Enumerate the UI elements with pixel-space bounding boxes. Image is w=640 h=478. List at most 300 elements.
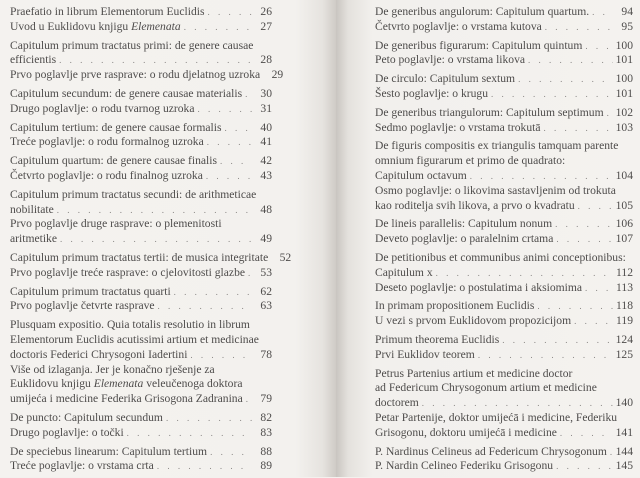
toc-entry-line [10, 318, 272, 333]
toc-entry[interactable] [10, 426, 272, 441]
toc-entry[interactable] [375, 348, 633, 363]
toc-entry[interactable] [375, 232, 633, 247]
dot-leader [553, 232, 613, 247]
table-of-contents-left [10, 5, 292, 478]
dot-leader [217, 154, 252, 169]
dot-leader [604, 106, 613, 121]
toc-entry[interactable] [375, 20, 633, 35]
page-number: 106 [615, 217, 633, 231]
toc-entry-line [10, 203, 272, 218]
toc-entry[interactable] [10, 318, 272, 362]
toc-entry-line [375, 199, 633, 214]
dot-leader [571, 314, 613, 329]
title-segment: De lineis parallelis: Capitulum nonum [375, 217, 553, 231]
dot-leader [163, 411, 252, 426]
toc-entry-line [375, 459, 633, 474]
entry-title-text [375, 396, 419, 411]
toc-group [10, 38, 284, 83]
title-segment: doctoris Federici Chrysogoni Iadertini [10, 347, 188, 361]
entry-title-text [375, 199, 575, 214]
title-segment: De generibus figurarum: Capitulum quintum [375, 38, 583, 52]
title-segment: Deveto poglavlje: o paralelnim crtama [375, 232, 554, 246]
entry-title-text [10, 266, 245, 281]
dot-leader [525, 53, 613, 68]
entry-title-text [375, 314, 571, 329]
title-segment: In primam propositionem Euclidis [375, 299, 535, 313]
entry-title-text [10, 232, 57, 247]
dot-leader [488, 87, 613, 102]
toc-entry-line [10, 232, 272, 247]
toc-entry[interactable] [375, 121, 633, 136]
page-number: 41 [260, 135, 272, 149]
toc-entry-line [10, 53, 272, 68]
toc-entry-line [375, 154, 633, 169]
title-segment: Treće poglavlje: o rodu formalnog uzroka [10, 135, 204, 149]
page-number: 103 [615, 120, 633, 134]
page-number: 42 [260, 154, 272, 168]
toc-entry[interactable] [10, 39, 272, 69]
toc-entry[interactable] [375, 299, 633, 314]
toc-entry[interactable] [375, 106, 633, 121]
toc-entry[interactable] [375, 139, 633, 183]
toc-entry[interactable] [375, 459, 633, 474]
title-segment: umijeća i medicine Federika Grisogona Zadranina [10, 392, 243, 406]
title-segment: Capitulum quartum: de genere causae finalis [10, 154, 218, 168]
page-number: 29 [271, 68, 284, 82]
toc-entry[interactable] [375, 39, 633, 54]
page-number: 100 [615, 72, 633, 86]
toc-entry[interactable] [10, 459, 272, 474]
toc-entry-line [10, 266, 272, 281]
dot-leader [54, 203, 252, 218]
page-number: 83 [260, 425, 272, 439]
toc-group [10, 5, 272, 35]
entry-title-text [375, 459, 553, 474]
toc-entry-line [375, 281, 633, 296]
toc-group [10, 285, 272, 315]
page-number: 48 [260, 202, 272, 216]
title-segment: nobilitate [10, 202, 54, 216]
entry-title-text [375, 53, 525, 68]
title-segment: Primum theorema Euclidis [375, 332, 500, 346]
toc-group [10, 250, 292, 281]
dot-leader [499, 333, 613, 348]
toc-entry-line [10, 188, 272, 203]
toc-entry-line [375, 87, 633, 102]
title-segment: Grisogonu, doktoru umijećā i medicine [375, 425, 557, 439]
page-number: 89 [260, 459, 272, 473]
toc-entry-line [375, 5, 633, 20]
toc-entry-line [375, 426, 633, 441]
toc-entry-line [375, 217, 633, 232]
dot-leader [242, 87, 252, 102]
toc-entry[interactable] [10, 169, 272, 184]
toc-entry[interactable] [375, 411, 633, 441]
toc-entry[interactable] [375, 72, 633, 87]
page-number: 28 [260, 53, 272, 67]
page-number: 95 [621, 19, 633, 33]
toc-entry-line [10, 459, 272, 474]
dot-leader [552, 217, 613, 232]
entry-title-text [10, 299, 155, 314]
toc-entry[interactable] [375, 314, 633, 329]
title-segment: Sedmo poglavlje: o vrstama trokutā [375, 120, 541, 134]
page-number: 43 [260, 168, 272, 182]
toc-group [375, 39, 633, 69]
dot-leader [181, 20, 252, 35]
page-number: 104 [615, 168, 633, 182]
title-segment: Treće poglavlje: o vrstama crta [10, 459, 154, 473]
toc-entry-line [10, 135, 272, 150]
toc-group [10, 154, 272, 184]
title-segment: Prvo poglavlje druge rasprave: o plemenitosti [10, 217, 222, 231]
page-number: 40 [260, 120, 272, 134]
entry-title-text [375, 121, 541, 136]
title-segment: veleučenoga doktora [143, 377, 243, 391]
entry-title-text [10, 285, 171, 300]
title-segment: aritmetike [10, 232, 57, 246]
toc-entry-line [10, 348, 272, 363]
toc-entry-line [10, 102, 272, 117]
entry-title-text [10, 203, 54, 218]
toc-entry[interactable] [10, 188, 272, 218]
title-segment: Četvrto poglavlje: o rodu finalnog uzroka [10, 168, 203, 182]
toc-entry[interactable] [375, 445, 633, 460]
page-number: 79 [260, 392, 272, 406]
toc-entry-line [10, 426, 272, 441]
toc-group [10, 445, 272, 475]
title-segment: De generibus triangulorum: Capitulum septimum [375, 105, 604, 119]
dot-leader [542, 20, 613, 35]
page-number: 26 [260, 5, 272, 18]
toc-entry-line [10, 445, 272, 460]
toc-entry-line [375, 139, 633, 154]
entry-title-text [375, 281, 582, 296]
toc-group [10, 121, 272, 151]
entry-title-text [10, 188, 256, 203]
entry-title-text [375, 381, 597, 396]
toc-entry-line [375, 184, 633, 199]
toc-entry[interactable] [10, 5, 272, 20]
entry-title-text [10, 318, 250, 333]
toc-entry[interactable] [10, 266, 272, 281]
entry-title-text [375, 184, 616, 199]
title-segment: Više od izlaganja. Jer je konačno rješenje za [10, 362, 215, 376]
toc-entry[interactable] [10, 135, 272, 150]
entry-title-text [375, 426, 557, 441]
entry-title-text [10, 392, 243, 407]
toc-entry[interactable] [10, 411, 272, 426]
title-segment: De figuris compositis ex triangulis tamquam parente [375, 139, 619, 153]
toc-entry[interactable] [375, 333, 633, 348]
toc-entry-line [10, 121, 272, 136]
toc-entry-line [375, 299, 633, 314]
toc-entry-line [375, 348, 633, 363]
title-segment: Petar Partenije, doktor umijećā i medicine, Federiku [375, 410, 618, 424]
toc-entry[interactable] [10, 68, 284, 83]
toc-entry[interactable] [375, 184, 633, 214]
toc-entry[interactable] [10, 154, 272, 169]
toc-entry-line [375, 251, 633, 266]
title-segment: kao roditelja svih likova, a prvo o kvadratu [375, 198, 575, 212]
toc-entry-line [375, 445, 633, 460]
dot-leader [419, 396, 613, 411]
toc-group [375, 367, 633, 441]
toc-entry-line [10, 411, 272, 426]
page-number: 112 [616, 265, 633, 279]
title-segment: ad Federicum Chrysogonum artium et medicine [375, 381, 597, 395]
entry-title-text [10, 87, 242, 102]
toc-entry[interactable] [375, 87, 633, 102]
dot-leader [187, 348, 252, 363]
page-number: 31 [260, 101, 272, 115]
page-number: 53 [260, 265, 272, 279]
dot-leader [154, 459, 252, 474]
toc-entry-line [10, 87, 272, 102]
entry-title-text [375, 251, 626, 266]
dot-leader [541, 121, 614, 136]
title-segment: De generibus angulorum: Capitulum quartum. [375, 5, 590, 18]
dot-leader [171, 285, 252, 300]
page-number: 140 [615, 396, 633, 410]
dot-leader [467, 169, 613, 184]
title-italic-segment: Elemenata [131, 19, 181, 33]
toc-entry-line [10, 250, 292, 266]
entry-title-text [10, 459, 154, 474]
toc-entry[interactable] [10, 20, 272, 35]
dot-leader [203, 169, 252, 184]
dot-leader [582, 281, 613, 296]
toc-entry-line [10, 363, 272, 378]
entry-title-text [375, 411, 617, 426]
toc-entry-line [375, 169, 633, 184]
dot-leader [575, 199, 613, 214]
title-segment: Uvod u Euklidovu knjigu [10, 19, 132, 33]
entry-title-text [375, 299, 534, 314]
title-segment: efficientis [10, 53, 57, 67]
title-segment: omnium figurarum et primo de quadrato: [375, 154, 566, 168]
title-segment: De speciebus linearum: Capitulum tertium [10, 444, 208, 458]
entry-title-text [10, 348, 187, 363]
page-number: 27 [260, 19, 272, 33]
toc-group [375, 5, 633, 35]
page-number: 52 [279, 250, 292, 264]
toc-group [10, 87, 272, 117]
toc-group [10, 318, 272, 407]
entry-title-text [10, 53, 56, 68]
toc-entry-line [10, 20, 272, 35]
title-segment: Drugo poglavlje: o točki [10, 425, 124, 439]
toc-entry[interactable] [10, 285, 272, 300]
dot-leader [155, 299, 252, 314]
entry-title-text [10, 377, 242, 392]
dot-leader [124, 426, 252, 441]
entry-title-text [375, 154, 565, 169]
title-segment: Prvo poglavlje treće rasprave: o cjelovitosti glazbe [10, 265, 246, 279]
page-number: 107 [615, 232, 633, 246]
dot-leader [195, 102, 253, 117]
toc-entry[interactable] [10, 299, 272, 314]
page-number: 119 [616, 314, 633, 328]
toc-entry-line [375, 411, 633, 426]
page-number: 124 [615, 332, 633, 346]
title-segment: Capitulum tertium: de genere causae formalis [10, 120, 222, 134]
title-segment: Deseto poglavlje: o postulatima i aksiomima [375, 280, 583, 294]
toc-entry[interactable] [10, 250, 292, 266]
toc-entry-line [375, 106, 633, 121]
toc-group [10, 188, 272, 247]
toc-entry-line [375, 121, 633, 136]
title-segment: doctorem [375, 396, 419, 410]
toc-entry-line [10, 217, 272, 232]
title-segment: Petrus Partenius artium et medicine doctor [375, 366, 573, 380]
page-number: 125 [615, 347, 633, 361]
toc-entry-line [375, 396, 633, 411]
toc-entry-line [375, 72, 633, 87]
page-number: 82 [260, 410, 272, 424]
title-segment: Capitulum primum tractatus tertii: de musica integritate [10, 250, 269, 264]
entry-title-text [10, 121, 222, 136]
title-segment: Šesto poglavlje: o krugu [375, 86, 489, 100]
toc-group [375, 333, 633, 363]
entry-title-text [10, 363, 215, 378]
entry-title-text [10, 68, 260, 83]
title-segment: Drugo poglavlje: o rodu tvarnog uzroka [10, 101, 195, 115]
page-number: 94 [621, 5, 633, 18]
entry-title-text [10, 426, 124, 441]
entry-title-text [10, 217, 222, 232]
title-segment: De circulo: Capitulum sextum [375, 72, 516, 86]
title-segment: Prvo poglavlje četvrte rasprave [10, 299, 155, 313]
dot-leader [245, 266, 252, 281]
toc-entry-line [375, 381, 633, 396]
entry-title-text [375, 20, 542, 35]
title-segment: Prvo poglavlje prve rasprave: o rodu djelatnog uzroka [10, 68, 261, 82]
toc-entry-line [10, 333, 272, 348]
dot-leader [582, 39, 613, 54]
toc-entry[interactable] [10, 363, 272, 407]
page-number: 141 [615, 425, 633, 439]
toc-entry[interactable] [10, 87, 272, 102]
title-segment: Euklidovu knjigu [10, 377, 94, 391]
toc-entry-line [375, 39, 633, 54]
title-segment: Capitulum octavum [375, 168, 467, 182]
page-number: 105 [615, 198, 633, 212]
page-number: 102 [615, 105, 633, 119]
dot-leader [56, 53, 252, 68]
toc-entry[interactable] [10, 121, 272, 136]
toc-entry-line [375, 367, 633, 382]
toc-entry-line [10, 169, 272, 184]
toc-entry[interactable] [10, 445, 272, 460]
title-segment: Plusquam expositio. Quia totalis resolutio in librum [10, 318, 250, 332]
title-segment: Prvi Euklidov teorem [375, 347, 475, 361]
entry-title-text [375, 39, 582, 54]
entry-title-text [375, 139, 618, 154]
toc-group [375, 445, 633, 475]
entry-title-text [375, 87, 488, 102]
toc-entry-line [375, 266, 633, 281]
title-segment: Praefatio in librum Elementorum Euclidis [10, 5, 205, 18]
toc-entry-line [375, 333, 633, 348]
title-segment: Capitulum primum tractatus quarti [10, 284, 171, 298]
dot-leader [222, 121, 252, 136]
page-number: 30 [260, 86, 272, 100]
toc-entry[interactable] [375, 5, 633, 20]
entry-title-text [10, 5, 204, 20]
title-segment: Peto poglavlje: o vrstama likova [375, 53, 526, 67]
entry-title-text [375, 72, 515, 87]
entry-title-text [375, 5, 589, 20]
page-number: 113 [616, 280, 633, 294]
dot-leader [589, 5, 613, 20]
entry-title-text [10, 169, 203, 184]
page-number: 101 [615, 53, 633, 67]
page-number: 145 [615, 459, 633, 473]
toc-entry-line [375, 53, 633, 68]
dot-leader [475, 348, 613, 363]
title-italic-segment: Elemenata [93, 377, 144, 391]
table-of-contents-right [375, 5, 633, 478]
toc-entry[interactable] [10, 102, 272, 117]
dot-leader [515, 72, 613, 87]
dot-leader [553, 459, 613, 474]
entry-title-text [10, 154, 217, 169]
page-number: 101 [615, 86, 633, 100]
title-segment: De petitionibus et communibus animi conceptionibus: [375, 250, 626, 264]
right-page [336, 0, 640, 477]
toc-entry-line [10, 285, 272, 300]
toc-entry[interactable] [10, 217, 272, 247]
dot-leader [204, 5, 252, 20]
title-segment: P. Nardinus Celineus ad Federicum Chrysogonum [375, 444, 607, 458]
entry-title-text [375, 445, 607, 460]
title-segment: Capitulum primum tractatus secundi: de arithmeticae [10, 187, 257, 201]
toc-group [10, 411, 272, 441]
toc-entry[interactable] [375, 53, 633, 68]
entry-title-text [375, 367, 572, 382]
page-number: 144 [615, 444, 633, 458]
toc-group [375, 299, 633, 329]
dot-leader [557, 426, 613, 441]
toc-entry-line [10, 39, 272, 54]
dot-leader [207, 445, 252, 460]
entry-title-text [375, 266, 433, 281]
title-segment: De puncto: Capitulum secundum [10, 410, 163, 424]
toc-group [375, 217, 633, 247]
toc-entry[interactable] [375, 251, 633, 281]
toc-entry[interactable] [375, 367, 633, 411]
toc-entry[interactable] [375, 281, 633, 296]
toc-group [375, 251, 633, 295]
entry-title-text [375, 333, 499, 348]
title-segment: U vezi s prvom Euklidovom propozicijom [375, 314, 572, 328]
toc-entry-line [375, 314, 633, 329]
toc-entry-line [375, 232, 633, 247]
page-number: 63 [260, 299, 272, 313]
dot-leader [433, 266, 613, 281]
page-number: 88 [260, 444, 272, 458]
title-segment: Osmo poglavlje: o likovima sastavljenim od trokuta [375, 183, 616, 197]
page-number: 118 [616, 299, 633, 313]
entry-title-text [375, 217, 552, 232]
toc-entry[interactable] [375, 217, 633, 232]
title-segment: Capitulum primum tractatus primi: de genere causae [10, 38, 254, 52]
entry-title-text [10, 445, 207, 460]
title-segment: Capitulum x [375, 265, 433, 279]
entry-title-text [375, 232, 553, 247]
dot-leader [534, 299, 613, 314]
